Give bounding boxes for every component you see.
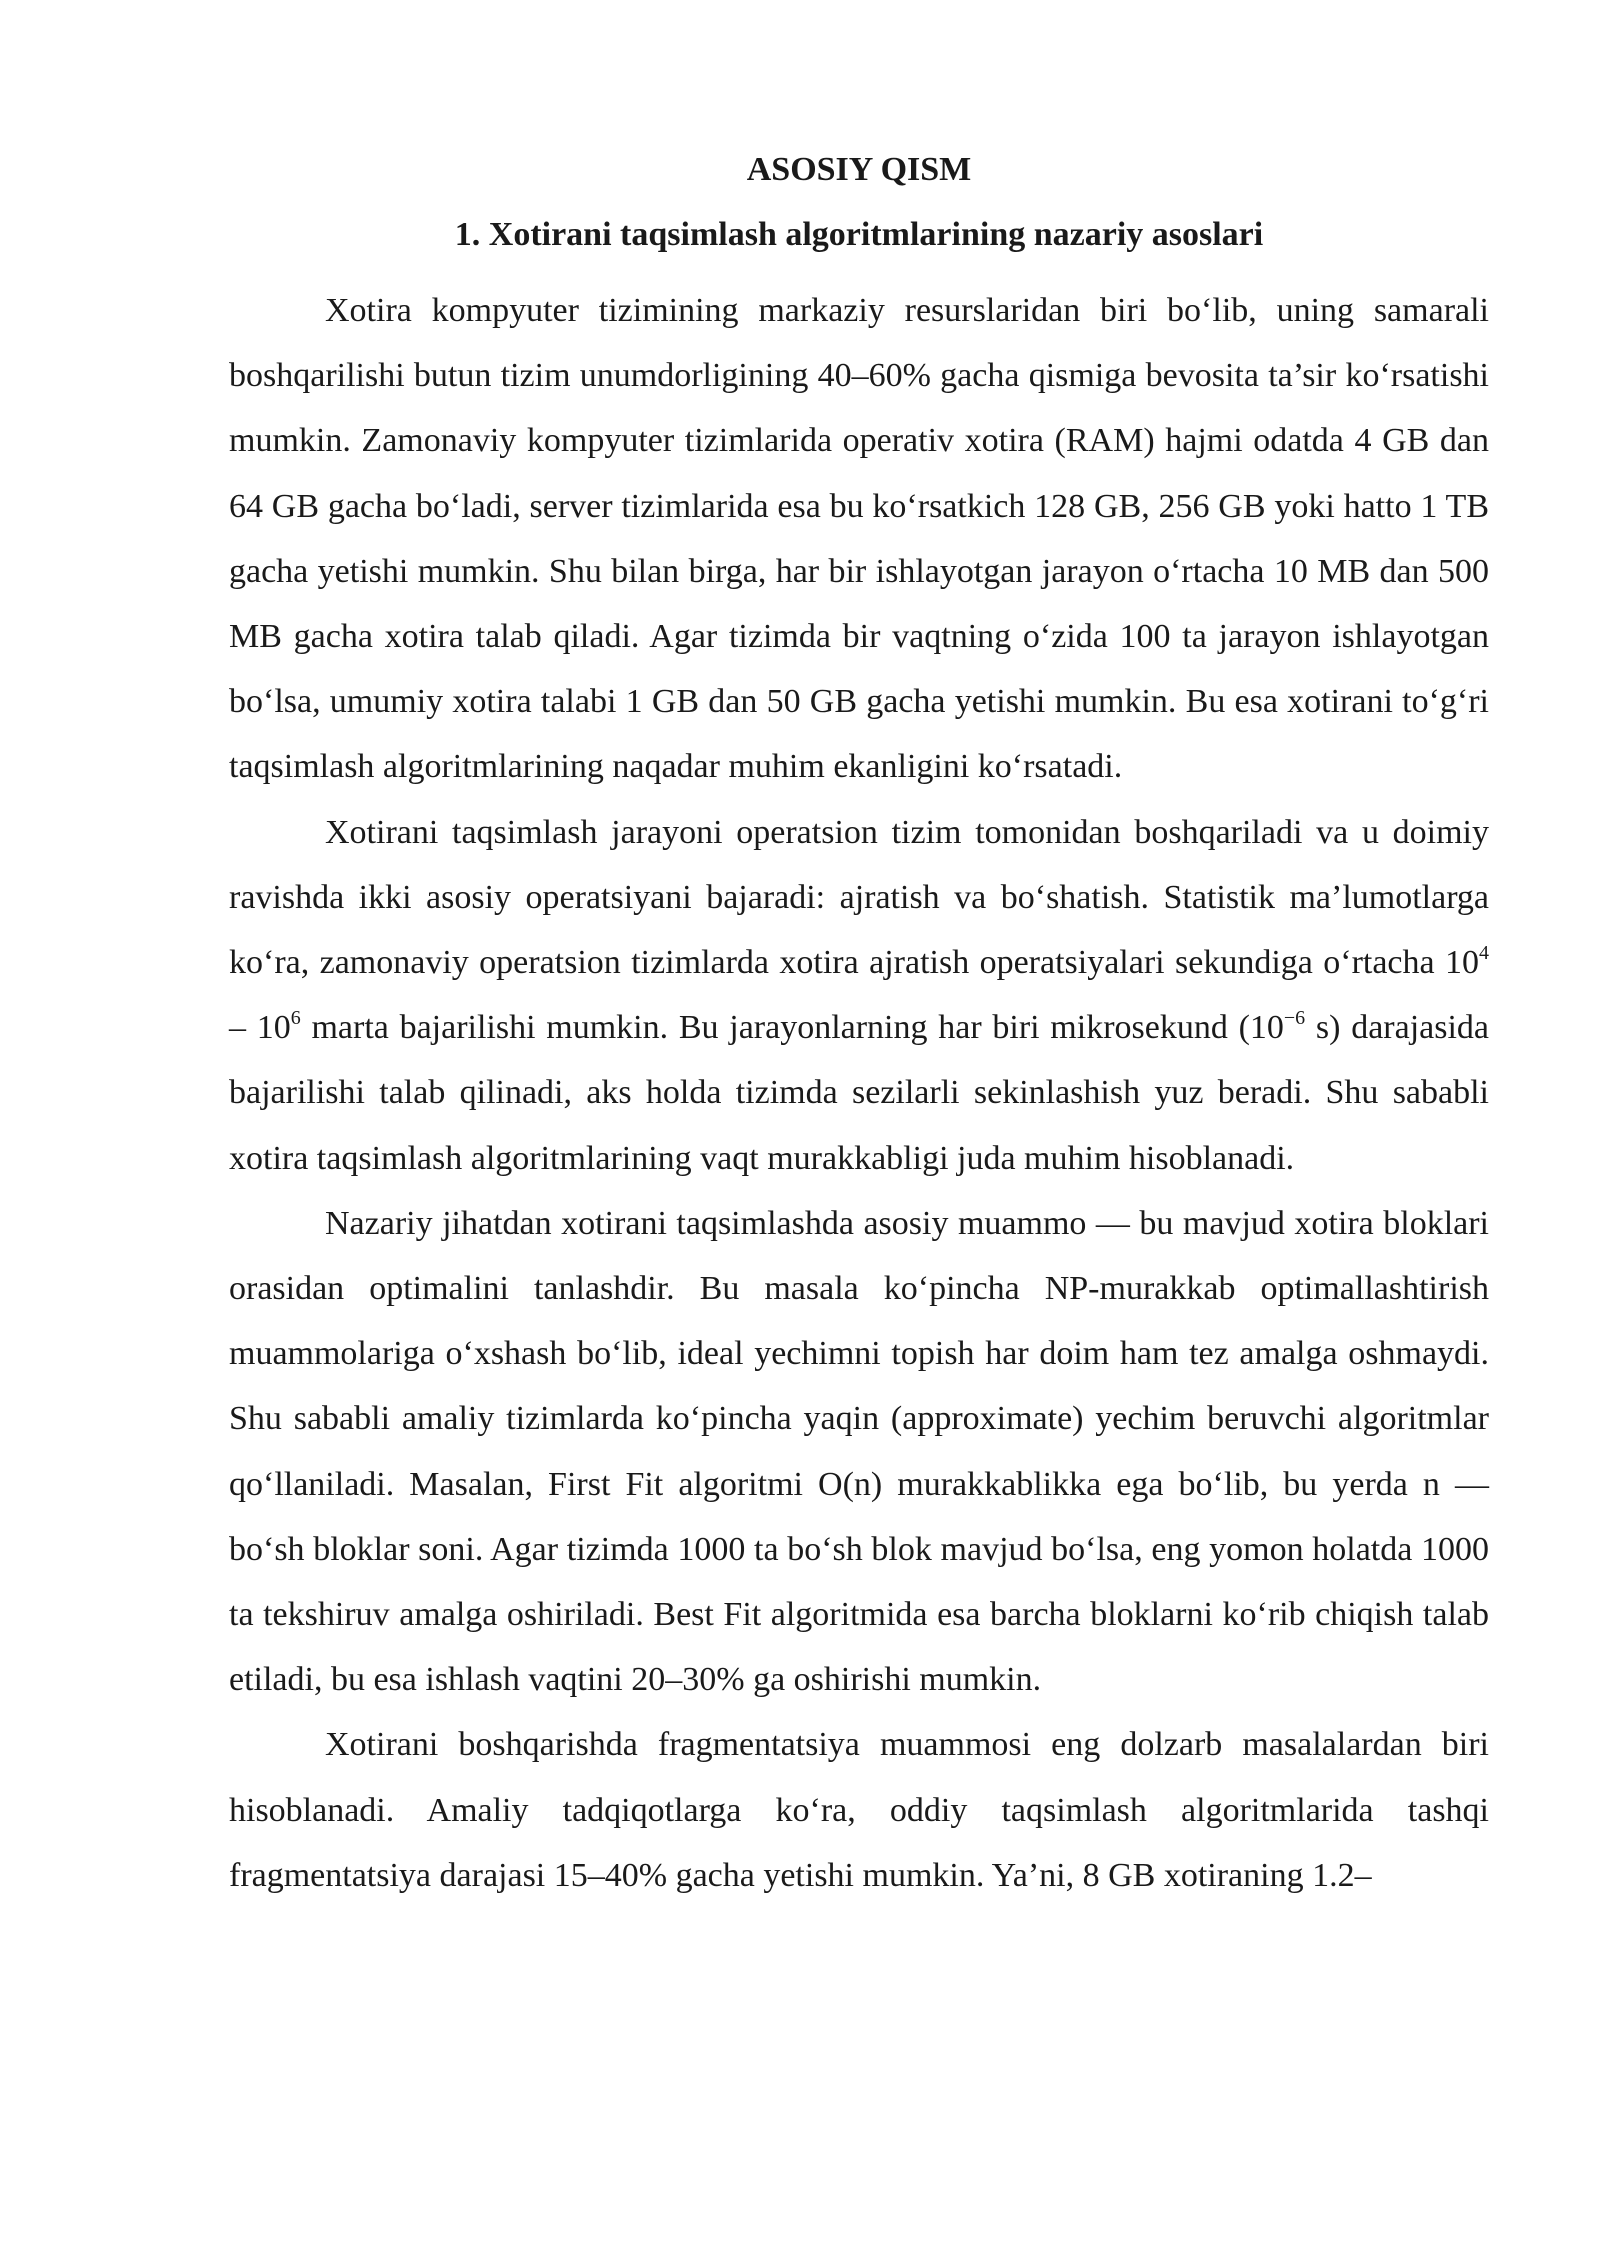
page-title: ASOSIY QISM xyxy=(746,151,972,188)
paragraph-4: Xotirani boshqarishda fragmentatsiya muammosi eng dolzarb masalalardan biri hisoblanadi. Amaliy tadqiqotlarga ko‘ra, oddiy taqsimlash algoritmlarida tashqi fragmentatsiya darajasi 15–40% gacha yetishi mumkin. Ya’ni, 8 GB xotiraning 1.2– xyxy=(229,1726,1489,1894)
paragraph-2-text-1: Xotirani taqsimlash jarayoni operatsion tizim tomonidan boshqariladi va u doimiy ravishda ikki asosiy operatsiyani bajaradi: ajratish va bo‘shatish. Statistik ma’lumotlarga ko‘ra, zamonaviy operatsion tizimlarda xotira ajratish operatsiyalari sekundiga o‘rtacha 10 xyxy=(229,813,1489,982)
paragraph-2-text-3: marta bajarilishi mumkin. Bu jarayonlarning har biri mikrosekund (10 xyxy=(300,1009,1284,1047)
paragraph-2-text-2: – 10 xyxy=(229,1009,291,1047)
document-body xyxy=(229,148,1489,1908)
paragraph-2-text-4: s) darajasida bajarilishi talab qilinadi, aks holda tizimda sezilarli sekinlashish yuz beradi. Shu sababli xotira taqsimlash algoritmlarining vaqt murakkabligi juda muhim hisoblanadi. xyxy=(229,1009,1490,1177)
exponent-minus-6: −6 xyxy=(1283,1007,1306,1030)
section-title: 1. Xotirani taqsimlash algoritmlarining nazariy asoslari xyxy=(454,216,1264,253)
paragraph-3: Nazariy jihatdan xotirani taqsimlashda asosiy muammo — bu mavjud xotira bloklari orasidan optimalini tanlashdir. Bu masala ko‘pincha NP-murakkab optimallashtirish muammolariga o‘xshash bo‘lib, ideal yechimni topish har doim ham tez amalga oshmaydi. Shu sababli amaliy tizimlarda ko‘pincha yaqin (approximate) yechim beruvchi algoritmlar qo‘llaniladi. Masalan, First Fit algoritmi O(n) murakkablikka ega bo‘lib, bu yerda n — bo‘sh bloklar soni. Agar tizimda 1000 ta bo‘sh blok mavjud bo‘lsa, eng yomon holatda 1000 ta tekshiruv amalga oshiriladi. Best Fit algoritmida esa barcha bloklarni ko‘rib chiqish talab etiladi, bu esa ishlash vaqtini 20–30% ga oshirishi mumkin. xyxy=(229,1204,1489,1699)
exponent-4: 4 xyxy=(1479,942,1489,965)
exponent-6: 6 xyxy=(290,1007,301,1030)
paragraph-2 xyxy=(229,800,1489,1191)
paragraph-1: Xotira kompyuter tizimining markaziy resurslaridan biri bo‘lib, uning samarali boshqarilishi butun tizim unumdorligining 40–60% gacha qismiga bevosita ta’sir ko‘rsatishi mumkin. Zamonaviy kompyuter tizimlarida operativ xotira (RAM) hajmi odatda 4 GB dan 64 GB gacha bo‘ladi, server tizimlarida esa bu ko‘rsatkich 128 GB, 256 GB yoki hatto 1 TB gacha yetishi mumkin. Shu bilan birga, har bir ishlayotgan jarayon o‘rtacha 10 MB dan 500 MB gacha xotira talab qiladi. Agar tizimda bir vaqtning o‘zida 100 ta jarayon ishlayotgan bo‘lsa, umumiy xotira talabi 1 GB dan 50 GB gacha yetishi mumkin. Bu esa xotirani to‘g‘ri taqsimlash algoritmlarining naqadar muhim ekanligini ko‘rsatadi. xyxy=(229,292,1489,786)
